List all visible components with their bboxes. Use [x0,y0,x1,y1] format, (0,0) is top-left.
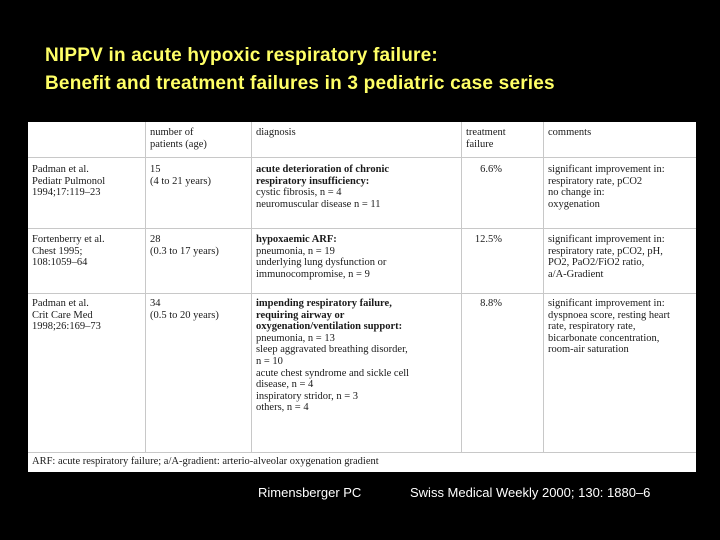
row3-failure: 8.8% [480,298,502,309]
row1-patients: 15 (4 to 21 years) [150,164,211,187]
header-patients: number of patients (age) [150,127,207,150]
column-divider [145,122,146,452]
row3-comments: significant improvement in: dyspnoea score, resting heart rate, respiratory rate, bicarbonate concentration, room-air saturation [548,298,670,356]
header-comments: comments [548,127,592,138]
row1-diagnosis: acute deterioration of chronic respiratory insufficiency: cystic fibrosis, n = 4 neuromuscular disease n = 11 [256,164,390,210]
header-treatment-failure: treatment failure [466,127,506,150]
citation-source: Swiss Medical Weekly 2000; 130: 1880–6 [410,485,651,500]
header-diagnosis: diagnosis [256,127,296,138]
row2-comments: significant improvement in: respiratory rate, pCO2, pH, PO2, PaO2/FiO2 ratio, a/A-Gradient [548,234,665,280]
row2-study: Fortenberry et al. Chest 1995; 108:1059–64 [32,234,105,269]
row3-study: Padman et al. Crit Care Med 1998;26:169–73 [32,298,101,333]
row2-patients: 28 (0.3 to 17 years) [150,234,219,257]
row-divider [28,293,696,294]
citation-author: Rimensberger PC [258,485,362,500]
row2-diagnosis: hypoxaemic ARF: pneumonia, n = 19 underlying lung dysfunction or immunocompromise, n = 9 [256,234,387,280]
row1-comments: significant improvement in: respiratory rate, pCO2 no change in: oxygenation [548,164,665,210]
title-line-1: NIPPV in acute hypoxic respiratory failure: [45,45,438,66]
row-divider [28,157,696,158]
title-line-2: Benefit and treatment failures in 3 pediatric case series [45,73,555,94]
column-divider [543,122,544,452]
table-footnote: ARF: acute respiratory failure; a/A-gradient: arterio-alveolar oxygenation gradient [32,456,379,467]
row-divider [28,228,696,229]
row2-failure: 12.5% [474,234,502,245]
row3-diagnosis: impending respiratory failure, requiring airway or oxygenation/ventilation support: pneumonia, n = 13 sleep aggravated breathing disorder, n = 10 acute chest syndrome and sickle cell disease, n = 4 inspiratory stridor, n = 3 others, n = 4 [256,298,410,414]
column-divider [461,122,462,452]
slide-title [45,42,705,98]
summary-table [28,122,696,472]
row3-patients: 34 (0.5 to 20 years) [150,298,219,321]
row-divider [28,452,696,453]
row1-failure: 6.6% [480,164,502,175]
row1-study: Padman et al. Pediatr Pulmonol 1994;17:119–23 [32,164,106,199]
column-divider [251,122,252,452]
